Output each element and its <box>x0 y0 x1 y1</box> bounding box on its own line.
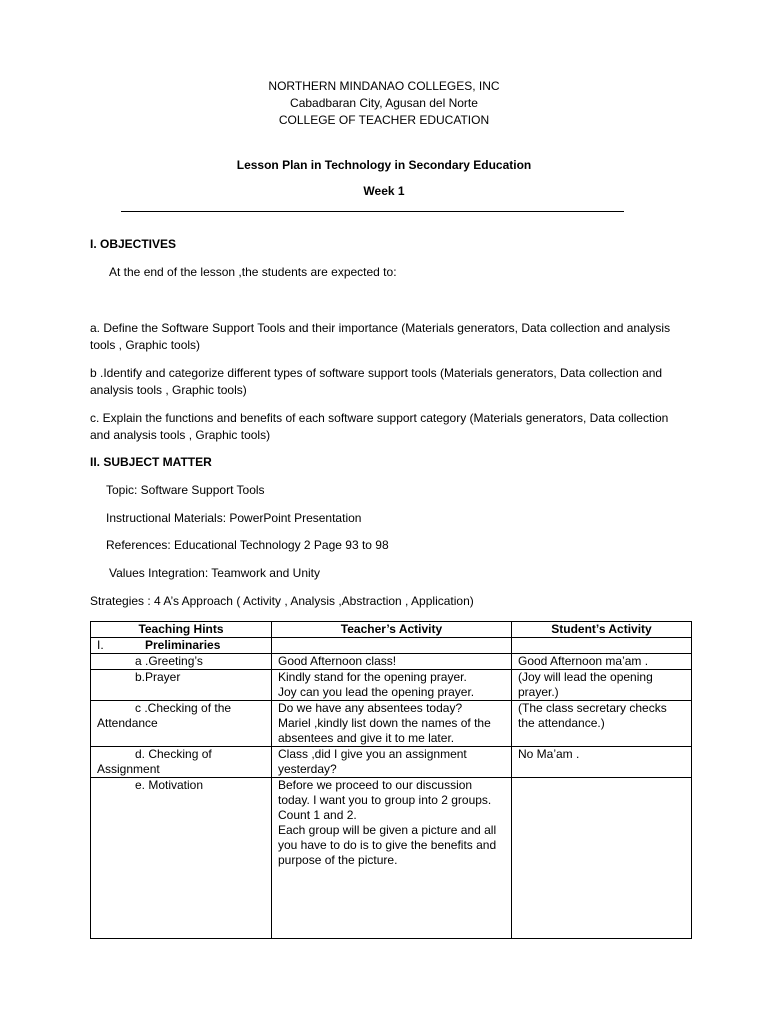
subject-matter-heading: II. SUBJECT MATTER <box>90 455 212 469</box>
objective-item-c: c. Explain the functions and benefits of each software support category (Materials generators, Data collection and analysis tools , Graphic tools) <box>90 411 669 442</box>
hint-assignment: d. Checking of Assignment <box>91 747 272 778</box>
lesson-title: Lesson Plan in Technology in Secondary Education <box>236 158 532 172</box>
student-activity-greeting: Good Afternoon ma’am . <box>512 654 692 670</box>
header-teaching-hints: Teaching Hints <box>91 622 272 638</box>
objectives-heading: I. OBJECTIVES <box>90 237 177 251</box>
teacher-activity-prayer <box>272 670 512 701</box>
objectives-intro: At the end of the lesson ,the students are expected to: <box>109 265 397 279</box>
teacher-activity-attendance <box>272 701 512 747</box>
college-name: COLLEGE OF TEACHER EDUCATION <box>278 113 490 127</box>
hint-prayer: b.Prayer <box>91 670 272 701</box>
topic-line: Topic: Software Support Tools <box>106 483 265 497</box>
section-roman-numeral: I. <box>97 638 104 652</box>
header-teacher-activity: Teacher’s Activity <box>272 622 512 638</box>
strategies-line: Strategies : 4 A’s Approach ( Activity , Analysis ,Abstraction , Application) <box>90 594 474 608</box>
teacher-activity-assignment: Class ,did I give you an assignment yesterday? <box>272 747 512 778</box>
institution-name: NORTHERN MINDANAO COLLEGES, INC <box>268 79 500 93</box>
table-row <box>91 778 692 939</box>
teacher-line: Each group will be given a picture and all you have to do is to give the benefits and purpose of the picture. <box>278 823 497 867</box>
header-divider <box>121 211 624 212</box>
table-row <box>91 654 692 670</box>
institution-location: Cabadbaran City, Agusan del Norte <box>290 96 478 110</box>
hint-motivation: e. Motivation <box>91 778 272 939</box>
header-student-activity: Student’s Activity <box>512 622 692 638</box>
objective-item-a: a. Define the Software Support Tools and their importance (Materials generators, Data collection and analysis tools , Graphic tools) <box>90 321 671 352</box>
week-label: Week 1 <box>363 184 405 198</box>
teacher-line: Do we have any absentees today? <box>278 701 463 715</box>
student-activity-prayer: (Joy will lead the opening prayer.) <box>512 670 692 701</box>
teacher-line: Before we proceed to our discussion today. I want you to group into 2 groups. Count 1 and 2. <box>278 778 492 822</box>
student-activity-assignment: No Ma’am . <box>512 747 692 778</box>
hint-attendance: c .Checking of the Attendance <box>91 701 272 747</box>
table-row <box>91 747 692 778</box>
hint-greeting: a .Greeting’s <box>91 654 272 670</box>
references-line: References: Educational Technology 2 Page 93 to 98 <box>106 538 389 552</box>
table-header-row <box>91 622 692 638</box>
teacher-line: Mariel ,kindly list down the names of the absentees and give it to me later. <box>278 716 491 745</box>
section-cell <box>91 638 272 654</box>
section-label: Preliminaries <box>145 638 221 652</box>
objective-item-b: b .Identify and categorize different types of software support tools (Materials generators, Data collection and analysis tools , Graphic tools) <box>90 366 663 397</box>
teacher-activity-greeting: Good Afternoon class! <box>272 654 512 670</box>
student-activity-motivation <box>512 778 692 939</box>
lesson-activity-table <box>90 621 692 939</box>
teacher-line: Joy can you lead the opening prayer. <box>278 685 475 699</box>
table-row <box>91 701 692 747</box>
materials-line: Instructional Materials: PowerPoint Presentation <box>106 511 362 525</box>
teacher-line: Kindly stand for the opening prayer. <box>278 670 467 684</box>
table-row <box>91 670 692 701</box>
teacher-activity-motivation <box>272 778 512 939</box>
values-line: Values Integration: Teamwork and Unity <box>109 566 321 580</box>
section-row-preliminaries <box>91 638 692 654</box>
student-activity-attendance: (The class secretary checks the attendance.) <box>512 701 692 747</box>
